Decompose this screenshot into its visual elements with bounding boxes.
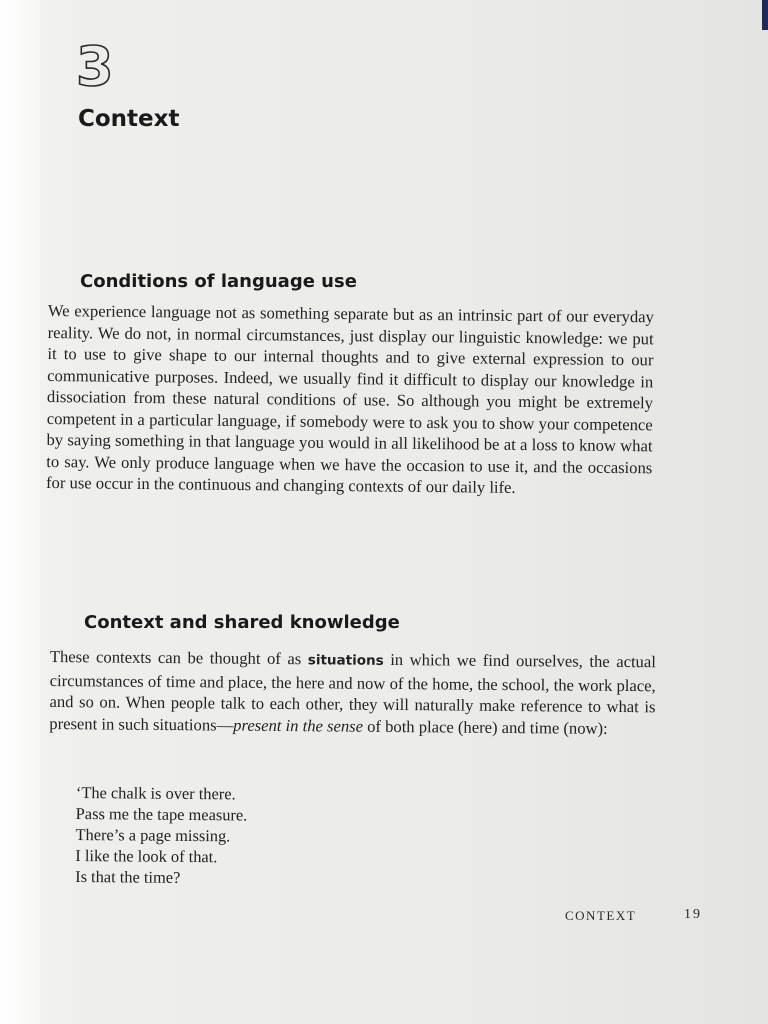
section-paragraph-conditions: We experience language not as something separate but as an intrinsic part of our everyday reality. We do not, in normal circumstances, just display our linguistic knowledge: we put it to use to give shape to our internal thoughts and to give external expression to our communicative purposes. Indeed, we usually find it difficult to display our knowledge in dissociation from these natural conditions of use. So although you might be extremely competent in a particular language, if somebody were to ask you to show your competence by saying something in that language you would in all likelihood be at a loss to know what to say. We only produce language when we have the occasion to use it, and the occasions for use occur in the continuous and changing contexts of our daily life. [45, 300, 654, 497]
section-paragraph-shared-knowledge [49, 646, 656, 739]
example-list [75, 782, 248, 888]
paragraph-text: These contexts can be thought of as [49, 646, 308, 669]
chapter-title: Context [78, 106, 180, 132]
section-heading-shared-knowledge: Context and shared knowledge [84, 612, 400, 633]
example-line: Is that the time? [75, 866, 181, 887]
emphasis-text: present in the sense [233, 715, 364, 736]
chapter-number: 3 [76, 35, 114, 98]
example-line: There’s a page missing. [75, 824, 231, 846]
example-line: I like the look of that. [75, 845, 218, 867]
example-line: ‘The chalk is over there. [75, 782, 236, 804]
running-head: CONTEXT [565, 908, 637, 923]
paragraph-text: in which we find ourselves, the actual circumstances of time and place, the here and now of the home, the school, the work place, and so on. When people talk to each other, they will naturally make reference to what is present in such situations— [49, 649, 656, 735]
page-number: 19 [684, 907, 702, 922]
example-line: Pass me the tape measure. [75, 803, 248, 825]
keyword-situations: situations [307, 652, 384, 669]
section-heading-conditions: Conditions of language use [80, 271, 357, 292]
bookmark-edge [762, 0, 768, 30]
paragraph-text: of both place (here) and time (now): [362, 716, 608, 738]
page-fold-shade [0, 0, 40, 1024]
